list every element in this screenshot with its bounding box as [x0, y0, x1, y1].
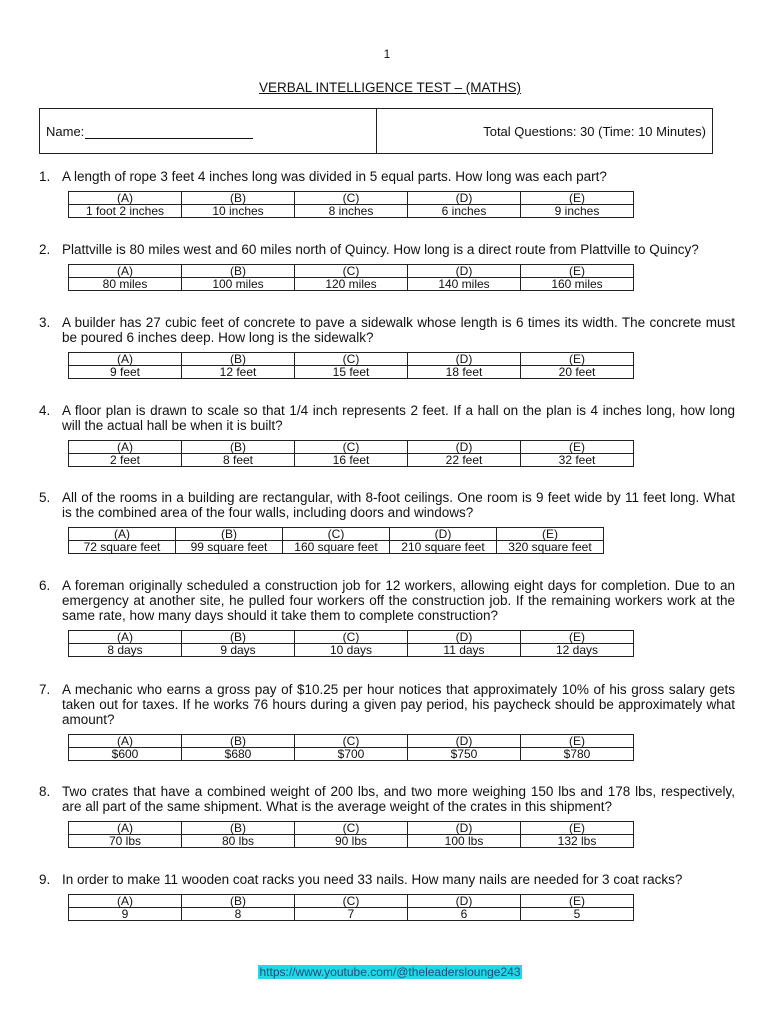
option-c: 15 feet	[295, 366, 408, 379]
option-c: 160 square feet	[283, 541, 390, 554]
option-letter-e: (E)	[521, 353, 634, 366]
option-b: 9 days	[182, 644, 295, 657]
option-letter-b: (B)	[182, 353, 295, 366]
question-text: A floor plan is drawn to scale so that 1/4 inch represents 2 feet. If a hall on the plan is 4 inches long, how long will the actual hall be when it is built?	[62, 403, 735, 433]
question-text: A builder has 27 cubic feet of concrete to pave a sidewalk whose length is 6 times its width. The concrete must be poured 6 inches deep. How long is the sidewalk?	[62, 315, 735, 345]
option-letter-c: (C)	[295, 735, 408, 748]
option-letter-d: (D)	[390, 528, 497, 541]
question-1	[39, 169, 735, 218]
question-text: Plattville is 80 miles west and 60 miles north of Quincy. How long is a direct route from Plattville to Quincy?	[62, 242, 699, 257]
question-number: 1.	[39, 169, 51, 184]
options-table	[68, 630, 634, 657]
option-letter-a: (A)	[69, 822, 182, 835]
question-number: 3.	[39, 315, 51, 330]
option-letter-d: (D)	[408, 735, 521, 748]
option-letter-d: (D)	[408, 895, 521, 908]
option-a: 8 days	[69, 644, 182, 657]
youtube-link[interactable]: https://www.youtube.com/@theleaderslounge243	[259, 965, 521, 979]
option-b: 12 feet	[182, 366, 295, 379]
option-letter-e: (E)	[521, 822, 634, 835]
option-d: $750	[408, 748, 521, 761]
options-table	[68, 264, 634, 291]
option-c: 10 days	[295, 644, 408, 657]
option-letter-c: (C)	[295, 353, 408, 366]
option-d: 100 lbs	[408, 835, 521, 848]
options-table	[68, 527, 604, 554]
option-c: $700	[295, 748, 408, 761]
option-b: 100 miles	[182, 278, 295, 291]
option-letter-c: (C)	[295, 441, 408, 454]
option-letter-e: (E)	[521, 895, 634, 908]
question-number: 9.	[39, 872, 51, 887]
option-letter-d: (D)	[408, 265, 521, 278]
option-e: 132 lbs	[521, 835, 634, 848]
option-letter-a: (A)	[69, 192, 182, 205]
option-e: 5	[521, 908, 634, 921]
options-table	[68, 191, 634, 218]
option-b: 80 lbs	[182, 835, 295, 848]
options-table	[68, 352, 634, 379]
option-letter-d: (D)	[408, 353, 521, 366]
option-letter-c: (C)	[295, 895, 408, 908]
option-b: 8 feet	[182, 454, 295, 467]
option-letter-e: (E)	[497, 528, 604, 541]
name-cell	[40, 109, 377, 153]
option-c: 8 inches	[295, 205, 408, 218]
question-number: 8.	[39, 784, 51, 799]
question-number: 4.	[39, 403, 51, 418]
question-text: A mechanic who earns a gross pay of $10.25 per hour notices that approximately 10% of his gross salary gets taken out for taxes. If he works 76 hours during a given pay period, his paycheck should be approximately what amount?	[62, 682, 735, 727]
option-letter-d: (D)	[408, 441, 521, 454]
option-e: 320 square feet	[497, 541, 604, 554]
test-title: VERBAL INTELLIGENCE TEST – (MATHS)	[258, 80, 522, 95]
question-8	[39, 784, 735, 848]
option-d: 140 miles	[408, 278, 521, 291]
option-letter-a: (A)	[69, 631, 182, 644]
option-letter-b: (B)	[182, 192, 295, 205]
option-b: 8	[182, 908, 295, 921]
option-letter-e: (E)	[521, 631, 634, 644]
option-d: 18 feet	[408, 366, 521, 379]
option-letter-a: (A)	[69, 895, 182, 908]
options-table	[68, 734, 634, 761]
question-text: All of the rooms in a building are rectangular, with 8-foot ceilings. One room is 9 feet wide by 11 feet long. What is the combined area of the four walls, including doors and windows?	[62, 490, 735, 520]
option-letter-b: (B)	[182, 735, 295, 748]
option-letter-a: (A)	[69, 528, 176, 541]
option-d: 210 square feet	[390, 541, 497, 554]
option-letter-c: (C)	[295, 192, 408, 205]
option-d: 11 days	[408, 644, 521, 657]
total-questions: Total Questions: 30 (Time: 10 Minutes)	[483, 123, 706, 139]
option-d: 6 inches	[408, 205, 521, 218]
question-9	[39, 872, 735, 921]
option-letter-d: (D)	[408, 822, 521, 835]
option-e: 160 miles	[521, 278, 634, 291]
option-d: 22 feet	[408, 454, 521, 467]
option-letter-b: (B)	[182, 631, 295, 644]
option-letter-c: (C)	[295, 265, 408, 278]
option-letter-e: (E)	[521, 735, 634, 748]
option-letter-b: (B)	[176, 528, 283, 541]
option-letter-b: (B)	[182, 441, 295, 454]
question-5	[39, 490, 735, 554]
option-letter-b: (B)	[182, 265, 295, 278]
option-a: 80 miles	[69, 278, 182, 291]
question-number: 2.	[39, 242, 51, 257]
option-a: $600	[69, 748, 182, 761]
option-a: 72 square feet	[69, 541, 176, 554]
question-number: 6.	[39, 578, 51, 593]
question-2	[39, 242, 735, 291]
option-a: 9	[69, 908, 182, 921]
options-table	[68, 821, 634, 848]
option-a: 9 feet	[69, 366, 182, 379]
option-e: 12 days	[521, 644, 634, 657]
question-number: 5.	[39, 490, 51, 505]
option-c: 16 feet	[295, 454, 408, 467]
option-e: 20 feet	[521, 366, 634, 379]
option-letter-c: (C)	[295, 822, 408, 835]
option-c: 7	[295, 908, 408, 921]
option-letter-c: (C)	[295, 631, 408, 644]
option-d: 6	[408, 908, 521, 921]
question-text: A foreman originally scheduled a construction job for 12 workers, allowing eight days for completion. Due to an emergency at another site, he pulled four workers off the construction job. If the remaining workers work at the same rate, how many days should it take them to complete construction?	[62, 578, 735, 623]
option-letter-a: (A)	[69, 735, 182, 748]
question-text: In order to make 11 wooden coat racks you need 33 nails. How many nails are needed for 3 coat racks?	[62, 872, 683, 887]
option-letter-e: (E)	[521, 265, 634, 278]
option-a: 1 foot 2 inches	[69, 205, 182, 218]
option-a: 2 feet	[69, 454, 182, 467]
question-text: Two crates that have a combined weight of 200 lbs, and two more weighing 150 lbs and 178 lbs, respectively, are all part of the same shipment. What is the average weight of the crates in this shipment?	[62, 784, 735, 814]
option-b: 99 square feet	[176, 541, 283, 554]
option-b: $680	[182, 748, 295, 761]
question-6	[39, 578, 735, 657]
option-c: 120 miles	[295, 278, 408, 291]
name-label: Name:	[46, 123, 85, 139]
option-letter-b: (B)	[182, 822, 295, 835]
option-c: 90 lbs	[295, 835, 408, 848]
name-blank-line[interactable]	[85, 124, 253, 139]
option-letter-d: (D)	[408, 192, 521, 205]
options-table	[68, 440, 634, 467]
option-e: 32 feet	[521, 454, 634, 467]
question-number: 7.	[39, 682, 51, 697]
option-letter-c: (C)	[283, 528, 390, 541]
question-text: A length of rope 3 feet 4 inches long was divided in 5 equal parts. How long was each part?	[62, 169, 607, 184]
option-e: 9 inches	[521, 205, 634, 218]
option-b: 10 inches	[182, 205, 295, 218]
question-7	[39, 682, 735, 761]
option-letter-b: (B)	[182, 895, 295, 908]
options-table	[68, 894, 634, 921]
question-4	[39, 403, 735, 467]
question-3	[39, 315, 735, 379]
option-letter-a: (A)	[69, 441, 182, 454]
header-box	[39, 108, 713, 154]
footer	[0, 963, 768, 981]
option-a: 70 lbs	[69, 835, 182, 848]
page-number: 1	[383, 47, 391, 61]
option-letter-d: (D)	[408, 631, 521, 644]
option-letter-a: (A)	[69, 353, 182, 366]
option-e: $780	[521, 748, 634, 761]
option-letter-e: (E)	[521, 192, 634, 205]
option-letter-e: (E)	[521, 441, 634, 454]
option-letter-a: (A)	[69, 265, 182, 278]
